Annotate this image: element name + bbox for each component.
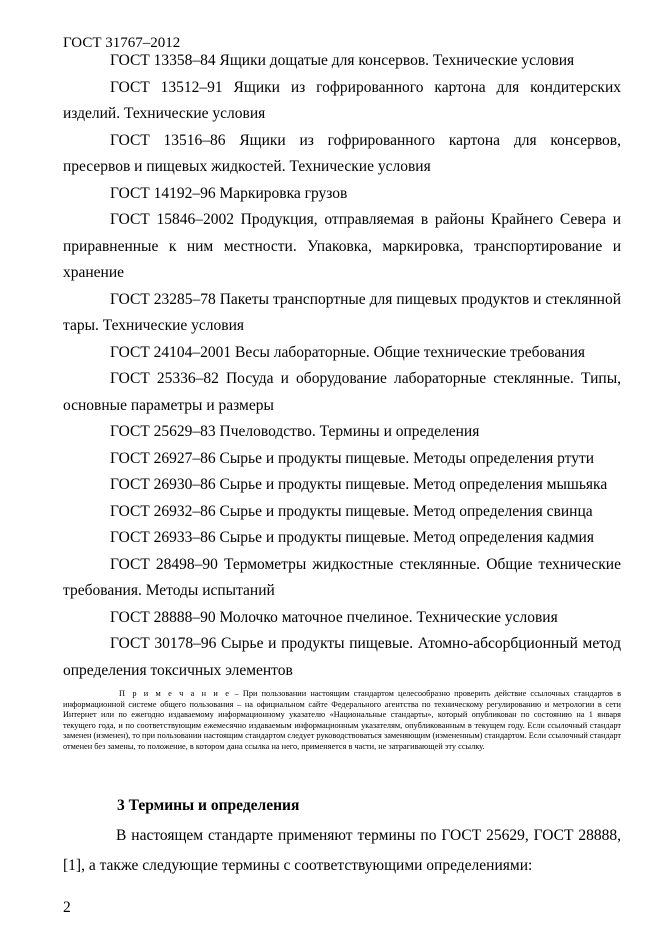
reference-item: ГОСТ 25336–82 Посуда и оборудование лабораторные стеклянные. Типы, основные параметры и размеры [63,370,621,414]
reference-item: ГОСТ 26930–86 Сырье и продукты пищевые. Метод определения мышьяка [110,476,608,493]
note-label: П р и м е ч а н и е [119,689,231,698]
reference-item: ГОСТ 13516–86 Ящики из гофрированного картона для консервов, пресервов и пищевых жидкостей. Технические условия [63,131,621,175]
reference-item: ГОСТ 23285–78 Пакеты транспортные для пищевых продуктов и стеклянной тары. Технические условия [63,290,621,334]
reference-item: ГОСТ 26932–86 Сырье и продукты пищевые. Метод определения свинца [110,502,593,520]
section-intro-paragraph: В настоящем стандарте применяют термины по ГОСТ 25629, ГОСТ 28888, [1], а также следующие термины с соответствующими определениями: [63,827,621,874]
reference-item: ГОСТ 30178–96 Сырье и продукты пищевые. Атомно-абсорбционный метод определения токсичных элементов [63,635,621,679]
reference-item: ГОСТ 28498–90 Термометры жидкостные стеклянные. Общие технические требования. Методы испытаний [63,555,621,599]
reference-item: ГОСТ 24104–2001 Весы лабораторные. Общие технические требования [110,343,585,361]
page-number: 2 [63,899,71,916]
document-header: ГОСТ 31767–2012 [63,35,181,51]
note-text: – При пользовании настоящим стандартом целесообразно проверить действие ссылочных стандартов в информационной системе общего пользования – на официальном сайте Федерального агентства по техническому регулированию и метрологии в сети Интернет или по ежегодно издаваемому информационному указателю «Национальные стандарты», который опубликован по состоянию на 1 января текущего года, и по соответствующим ежемесячно издаваемым информационным указателям, опубликованным в текущем году. Если ссылочный стандарт заменен (изменен), то при пользовании настоящим стандартом следует руководствоваться заменяющим (измененным) стандартом. Если ссылочный стандарт отменен без замены, то положение, в котором дана ссылка на него, применяется в части, не затрагивающей эту ссылку. [63,689,622,751]
reference-note [63,689,621,753]
normative-references-list [63,48,621,684]
reference-item: ГОСТ 13358–84 Ящики дощатые для консервов. Технические условия [110,52,575,69]
reference-item: ГОСТ 13512–91 Ящики из гофрированного картона для кондитерских изделий. Технические условия [63,78,621,122]
reference-item: ГОСТ 28888–90 Молочко маточное пчелиное. Технические условия [110,608,558,626]
reference-item: ГОСТ 26933–86 Сырье и продукты пищевые. Метод определения кадмия [110,529,594,546]
reference-item: ГОСТ 15846–2002 Продукция, отправляемая в районы Крайнего Севера и приравненные к ним местности. Упаковка, маркировка, транспортирование и хранение [63,211,621,281]
reference-item: ГОСТ 26927–86 Сырье и продукты пищевые. Методы определения ртути [110,449,595,467]
section-title: 3 Термины и определения [117,797,300,814]
reference-item: ГОСТ 14192–96 Маркировка грузов [110,184,348,202]
reference-item: ГОСТ 25629–83 Пчеловодство. Термины и определения [110,423,480,440]
